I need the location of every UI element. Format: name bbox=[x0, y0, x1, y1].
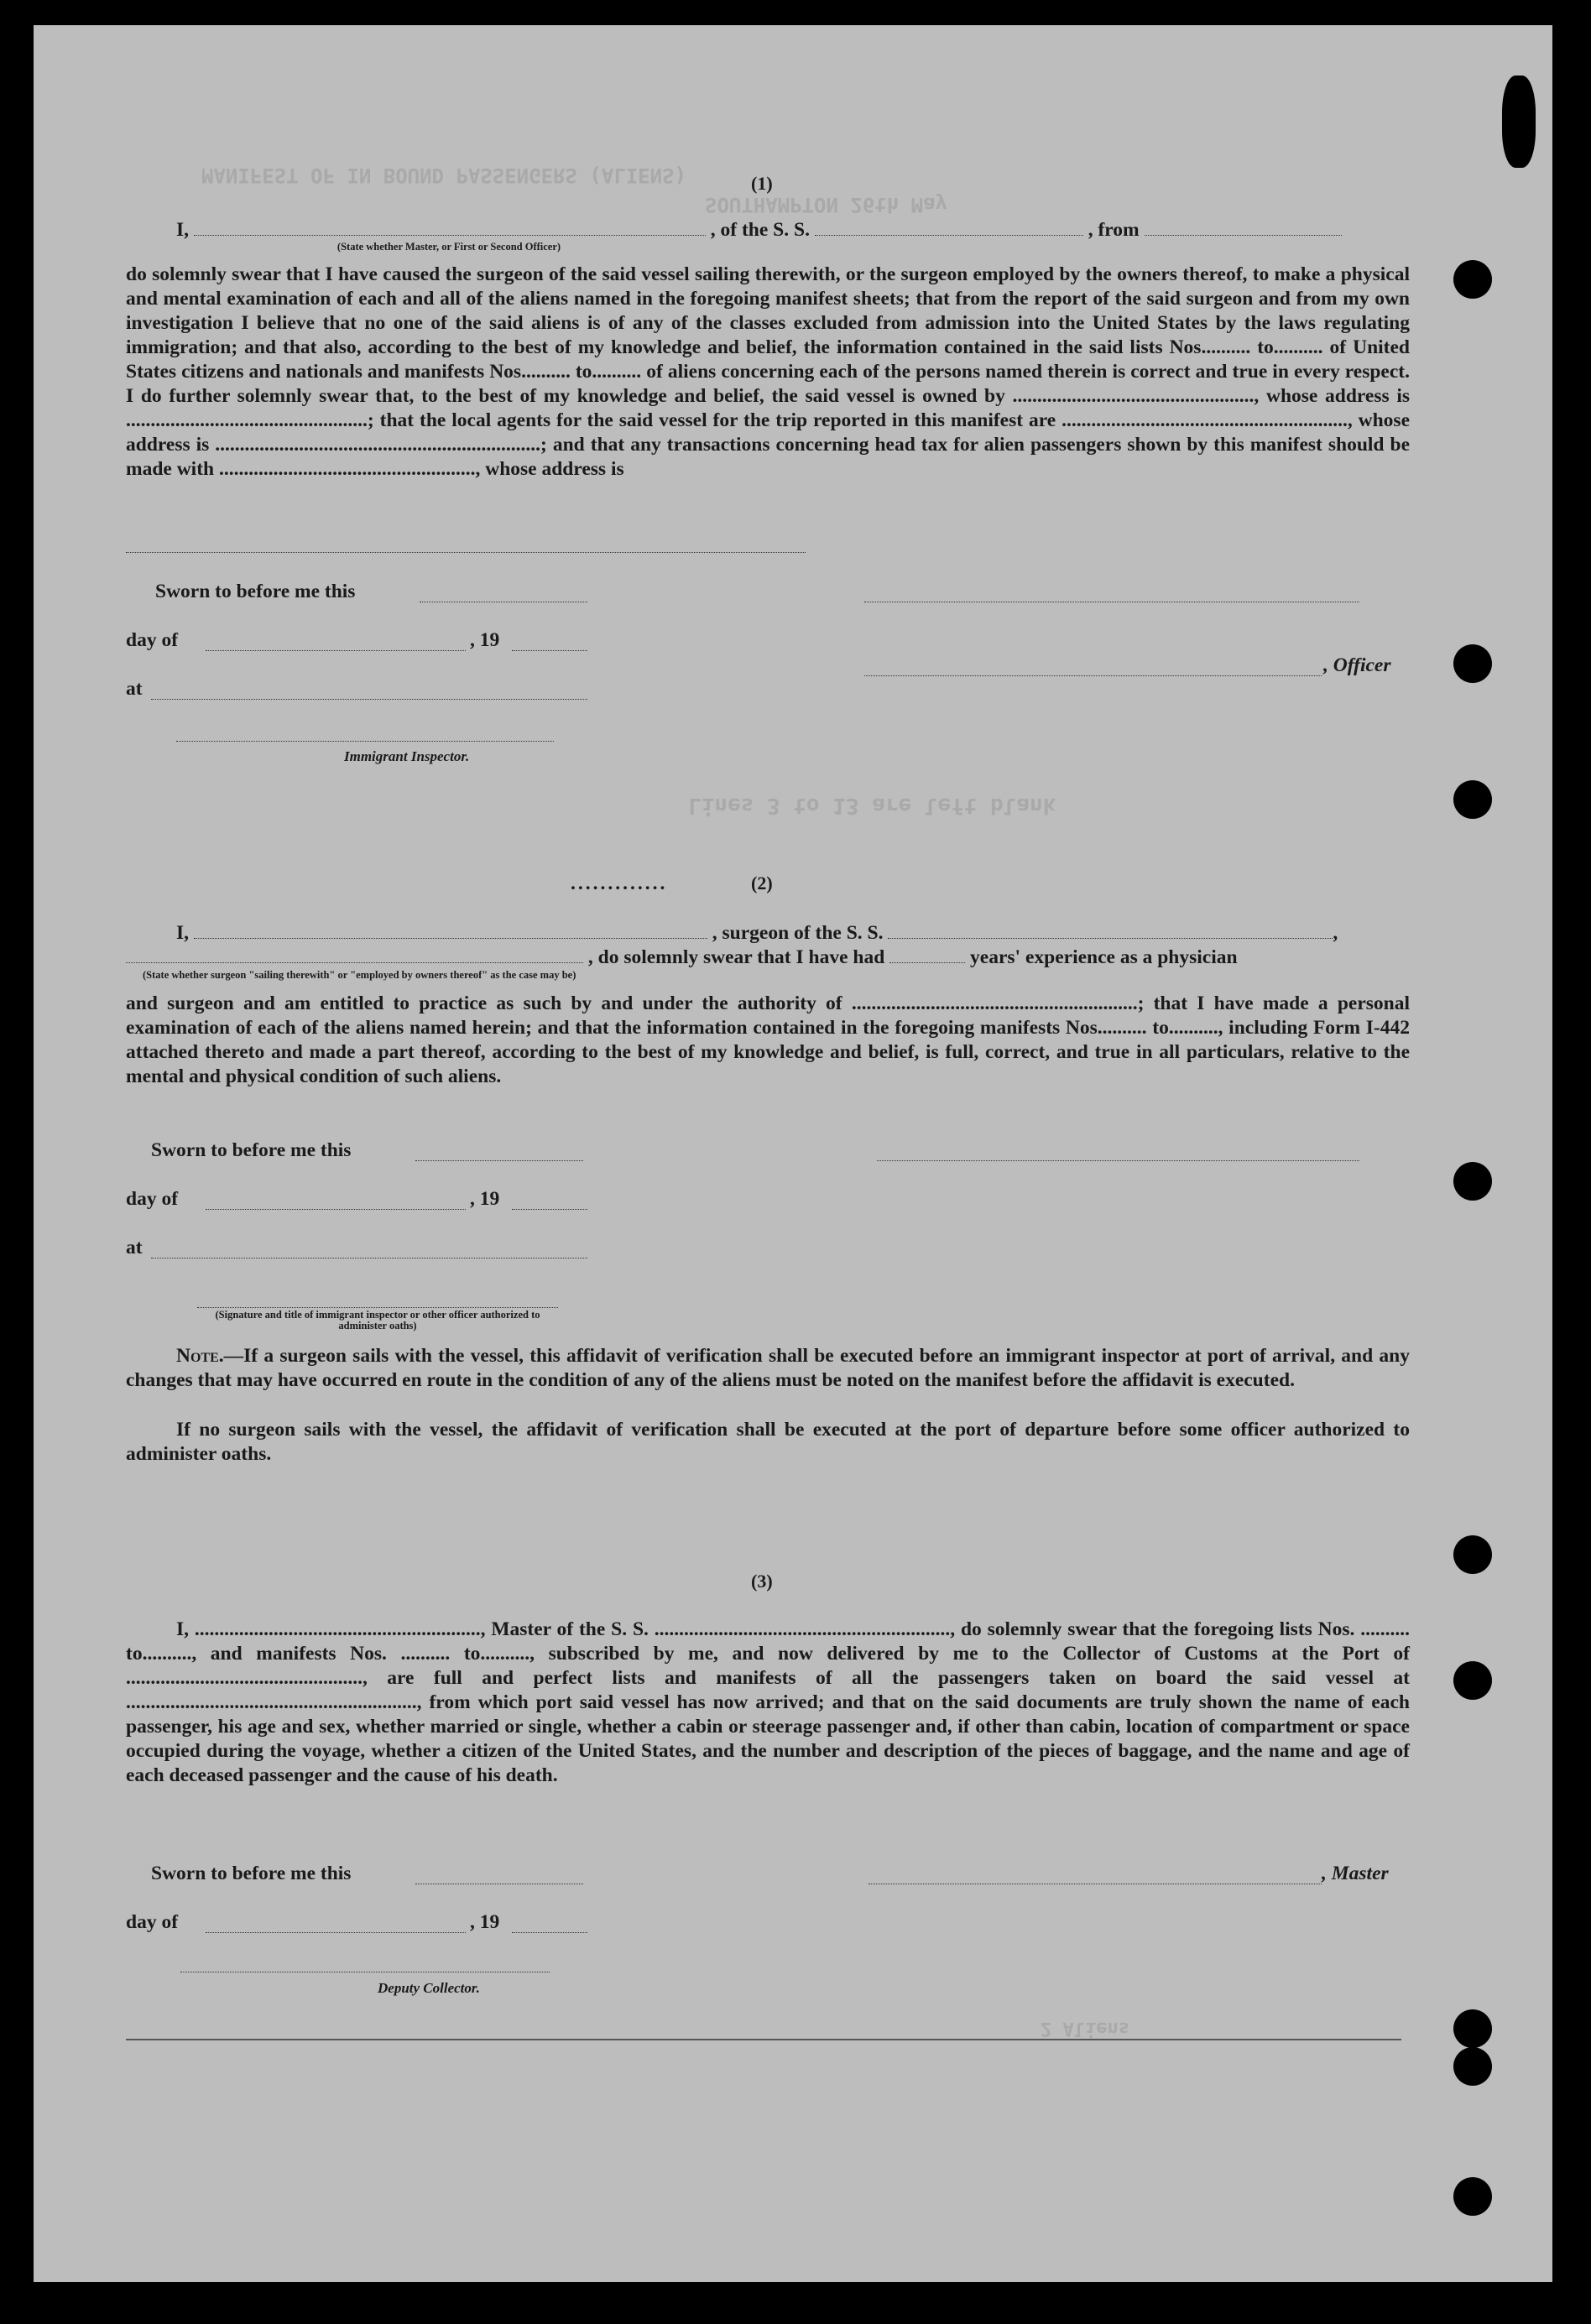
section2-year: , 19 bbox=[470, 1188, 500, 1210]
section1-inspector-line bbox=[176, 741, 554, 742]
section1-year: , 19 bbox=[470, 629, 500, 651]
section3-day-of: day of bbox=[126, 1911, 179, 1933]
section2-number: (2) bbox=[751, 873, 773, 894]
section2-status-blank bbox=[126, 962, 583, 963]
section1-inspector-caption: Immigrant Inspector. bbox=[344, 748, 470, 764]
punch-hole bbox=[1453, 2009, 1492, 2048]
section3-year: , 19 bbox=[470, 1911, 500, 1933]
section2-sig-caption: (Signature and title of immigrant inspector or other officer authorized to administer oaths) bbox=[215, 1309, 540, 1331]
section2-day-of: day of bbox=[126, 1188, 179, 1210]
section2-ss-label: , surgeon of the S. S. bbox=[712, 922, 889, 944]
section1-at: at bbox=[126, 678, 143, 700]
section1-from-label: , from bbox=[1088, 219, 1145, 241]
section2-note bbox=[126, 1344, 1410, 1393]
section2-note-text: —If a surgeon sails with the vessel, this affidavit of verification shall be executed before an immigrant inspector at port of arrival, and any changes that may have occurred en route in the condition of any of the aliens must be noted on the manifest before the affidavit is executed. bbox=[126, 1345, 1410, 1391]
punch-hole bbox=[1453, 1162, 1492, 1201]
section3-sworn: Sworn to before me this bbox=[151, 1863, 352, 1884]
punch-hole bbox=[1453, 1535, 1492, 1574]
faint-header-text: MANIFEST OF IN BOUND PASSENGERS (ALIENS) bbox=[201, 164, 686, 187]
section1-from-blank bbox=[1145, 235, 1342, 236]
section3-body bbox=[126, 1618, 1410, 1788]
section1-officer: , Officer bbox=[1323, 654, 1391, 676]
section1-rank-note: (State whether Master, or First or Second Officer) bbox=[336, 241, 561, 253]
section1-officer-line bbox=[864, 675, 1322, 676]
section1-ss-label: , of the S. S. bbox=[710, 219, 815, 241]
section1-body-end-line bbox=[126, 552, 806, 553]
section3-number: (3) bbox=[751, 1571, 773, 1592]
section1-year-line bbox=[512, 650, 587, 651]
section2-inspector-line bbox=[197, 1307, 558, 1308]
section2-sworn-line bbox=[415, 1160, 583, 1161]
section2-swear: , do solemnly swear that I have had bbox=[587, 946, 890, 968]
punch-hole bbox=[1453, 780, 1492, 819]
section2-year-text: 19 bbox=[479, 1188, 500, 1210]
section1-i: I, bbox=[176, 219, 194, 241]
section1-body: do solemnly swear that I have caused the surgeon of the said vessel sailing therewith, or the surgeon employed by the owners thereof, to make a physical and mental examination of each and all of the aliens named in the foregoing manifest sheets; that from the report of the said surgeon and from my own investigation I believe that no one of the said aliens is of any of the classes excluded from admission into the United States by the laws regulating immigration; and that also, according to the best of my knowledge and belief, the information contained in the said lists Nos.......... to.......... of United States citizens and nationals and manifests Nos.......... to.......... of aliens concerning each of the persons named therein is correct and true in every respect. I do further solemnly swear that, to the best of my knowledge and belief, the said vessel is owned by ................................................., whose address is .................................................; that the local agents for the said vessel for the trip reported in this manifest are .........................................................., whose address is ..................................................................; and that any transactions concerning head tax for alien passengers shown by this manifest should be made with ...................................................., whose address is bbox=[126, 263, 1410, 480]
section2-note2 bbox=[126, 1418, 1410, 1467]
section3-body-text: I, .........................................................., Master of the S. S. ............................................................, do solemnly swear that the foregoing lists Nos. .......... to.........., and manifests Nos. .......... to.........., subscribed by me, and now delivered by me to the Collector of Customs at the Port of ................................................, are full and perfect lists and manifests of all the passengers taken on board the said vessel at ..........................................................., from which port said vessel has now arrived; and that on the said documents are truly shown the name of each passenger, his age and sex, whether married or single, whether a cabin or steerage passenger and, if other than cabin, location of compartment or space occupied during the voyage, whether a citizen of the United States, and the number and description of the pieces of baggage, and the name and age of each deceased passenger and the cause of his death. bbox=[126, 1618, 1410, 1786]
section2-ship-blank bbox=[888, 938, 1333, 939]
document-page bbox=[34, 25, 1552, 2282]
section1-number: (1) bbox=[751, 173, 773, 194]
faint-bottom-text: 2 Aliens bbox=[1041, 2018, 1129, 2039]
punch-hole bbox=[1453, 644, 1492, 683]
punch-hole bbox=[1453, 1661, 1492, 1700]
section2-day-line bbox=[206, 1209, 466, 1210]
section2-sig-line bbox=[877, 1160, 1359, 1161]
section2-experience: years' experience as a physician bbox=[970, 946, 1238, 968]
section3-day-line bbox=[206, 1932, 466, 1933]
section1-at-line bbox=[151, 699, 587, 700]
bottom-rule bbox=[126, 2039, 1401, 2040]
section2-note-label: Note. bbox=[176, 1345, 224, 1367]
punch-hole bbox=[1453, 2047, 1492, 2086]
section2-body: and surgeon and am entitled to practice as such by and under the authority of ..........................................................; that I have made a personal examination of each of the aliens named herein; and that the information contained in the foregoing manifests Nos.......... to.........., including Form I-442 attached thereto and made a part thereof, according to the best of my knowledge and belief, is full, correct, and true in all particulars, relative to the mental and physical condition of such aliens. bbox=[126, 993, 1410, 1087]
section1-year-text: 19 bbox=[479, 629, 500, 651]
section3-year-text: 19 bbox=[479, 1911, 500, 1933]
torn-corner-mark bbox=[1502, 76, 1536, 168]
section2-year-line bbox=[512, 1209, 587, 1210]
section1-day-line bbox=[206, 650, 466, 651]
faint-header-right: SOUTHAMPTON 26th May bbox=[705, 193, 947, 216]
punch-hole bbox=[1453, 2177, 1492, 2216]
section1-line1 bbox=[126, 218, 1410, 242]
section2-sworn: Sworn to before me this bbox=[151, 1139, 352, 1161]
section2-status-note: (State whether surgeon "sailing therewith" or "employed by owners thereof" as the case may be) bbox=[143, 969, 576, 981]
section3-year-line bbox=[512, 1932, 587, 1933]
section1-rank-blank bbox=[194, 235, 706, 236]
faint-mid-text: Lines 3 to 13 are left blank bbox=[688, 793, 1056, 818]
section1-ship-blank bbox=[815, 235, 1083, 236]
section2-at: at bbox=[126, 1237, 143, 1258]
punch-hole bbox=[1453, 260, 1492, 299]
section3-master: , Master bbox=[1322, 1863, 1389, 1884]
section2-note2-text: If no surgeon sails with the vessel, the affidavit of verification shall be executed at the port of departure before some officer authorized to administer oaths. bbox=[126, 1419, 1410, 1465]
section2-dots: ............. bbox=[571, 873, 668, 894]
section2-years-blank bbox=[889, 962, 965, 963]
section2-i: I, bbox=[176, 922, 194, 944]
section2-line1: I, , surgeon of the S. S. , bbox=[126, 921, 1410, 946]
section2-line2 bbox=[126, 946, 1410, 970]
section3-master-text: Master bbox=[1331, 1863, 1389, 1884]
section3-collector-caption: Deputy Collector. bbox=[378, 1980, 480, 1996]
section1-sworn: Sworn to before me this bbox=[155, 581, 356, 602]
section1-day-of: day of bbox=[126, 629, 179, 651]
section1-officer-text: Officer bbox=[1333, 654, 1391, 676]
section2-name-blank bbox=[194, 938, 707, 939]
